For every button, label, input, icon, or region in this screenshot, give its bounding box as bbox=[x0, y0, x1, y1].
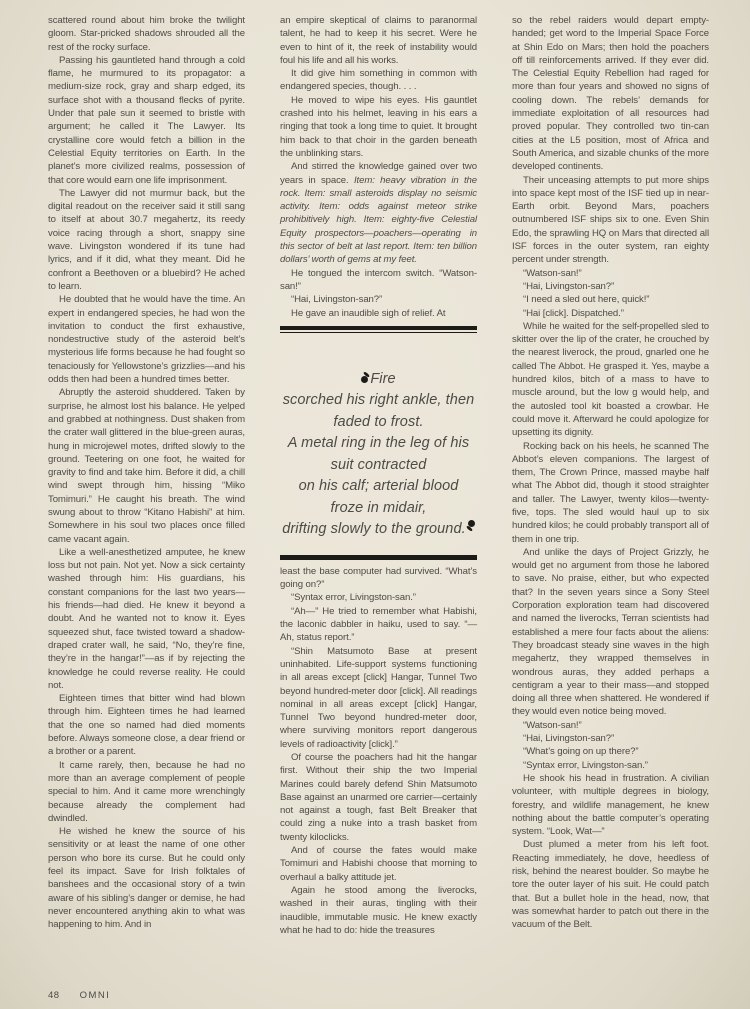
column-2-text-above bbox=[280, 14, 477, 320]
paragraph bbox=[48, 759, 245, 825]
paragraph bbox=[512, 320, 709, 440]
text-run: And of course the fates would make Tomimuri and Habishi choose that morning to overhaul a balky attitude jet. bbox=[280, 845, 477, 883]
pull-quote-line: froze in midair, bbox=[330, 499, 427, 516]
paragraph bbox=[512, 719, 709, 732]
paragraph bbox=[280, 884, 477, 937]
paragraph bbox=[48, 14, 245, 54]
paragraph bbox=[512, 14, 709, 174]
thick-rule bbox=[280, 555, 477, 560]
column-3 bbox=[512, 14, 709, 937]
text-run: “Hai, Livingston-san?” bbox=[291, 294, 383, 306]
thick-rule bbox=[280, 326, 477, 330]
paragraph bbox=[512, 838, 709, 931]
close-quote-icon bbox=[468, 520, 475, 527]
text-run: The Lawyer did not murmur back, but the digital readout on the receiver said it still sang to itself at about 30.7 megahertz, its reedy voice racing through a short, snappy sine wave. Livingston wondered if its tune had lyrics, and if it did, what they meant. Did he confront a Beethoven or a bluebird? He ached to learn. bbox=[48, 187, 245, 292]
text-run: “I need a sled out here, quick!” bbox=[523, 294, 650, 306]
open-quote-icon bbox=[361, 376, 368, 383]
text-run: “Hai, Livingston-san?” bbox=[523, 280, 615, 292]
column-3-text bbox=[512, 14, 709, 931]
pull-quote-line bbox=[280, 519, 477, 541]
paragraph bbox=[512, 174, 709, 267]
text-run: “What’s going on up there?” bbox=[523, 746, 639, 758]
text-run: least the base computer had survived. “What’s going on?” bbox=[280, 565, 477, 591]
pull-quote-text: Fire bbox=[370, 370, 396, 387]
paragraph bbox=[280, 591, 477, 604]
text-run: It did give him something in common with endangered species, though. . . . bbox=[280, 68, 477, 93]
text-run: He wished he knew the source of his sensitivity or at least the name of one other person who bore its curse. But he could only feel its impact. Save for Irish folktales of banshees and the occasional story of a twin aware of his sibling’s danger or demise, he had never encountered anything akin to what was happening to him. And in bbox=[48, 826, 245, 931]
text-run: He moved to wipe his eyes. His gauntlet crashed into his helmet, leaving in his ears a ringing that took a long time to quiet. It brought him back to that choir in the garden beneath the unblinking stars. bbox=[280, 94, 477, 159]
text-run: He doubted that he would have the time. An expert in endangered species, he had won the invitation to conduct the first exhaustive, nondestructive study of the asteroid belt’s mysterious life forms because he had fought so tenaciously for Yellowstone’s grizzlies—and his odds then had been a hundred times better. bbox=[48, 294, 245, 386]
text-run: Rocking back on his heels, he scanned The Abbot’s eleven companions. The largest of them, The Crown Prince, massed maybe half what The Abbot did, though it stood straighter and taller. The Lawyer, twenty kilos—twenty-five, tops. The sled would haul up to six hundred kilos; he could probably transport all of them in one trip. bbox=[512, 440, 709, 545]
text-run: It came rarely, then, because he had no more than an average complement of people special to him. And it came more wrenchingly because already the complement had dwindled. bbox=[48, 759, 245, 824]
paragraph bbox=[512, 440, 709, 546]
pull-quote-line: scorched his right ankle, then bbox=[282, 392, 475, 409]
pull-quote bbox=[280, 326, 477, 560]
text-run: “Syntax error, Livingston-san.” bbox=[523, 759, 648, 771]
paragraph bbox=[280, 293, 477, 306]
paragraph bbox=[280, 751, 477, 844]
paragraph bbox=[280, 67, 477, 94]
text-run: “Shin Matsumoto Base at present uninhabited. Life-support systems functioning in all areas except [click] Hangar, Tunnel Two beyond hundred-meter door [click]. All readings nominal in all areas except [click] Hangar, Tunnel Two beyond hundred-meter door, where surviving monitors report dangerous levels of radioactivity [click].” bbox=[280, 645, 477, 750]
paragraph bbox=[512, 745, 709, 758]
text-run: so the rebel raiders would depart empty-handed; get word to the Imperial Space Force at Shin Edo on Mars; then hold the poachers off till reinforcements arrived. If they ever did. The Celestial Equity Rebellion had raged for more than four years and showed no signs of cooling down. The rebels’ demands for immediate exploitation of all resources had proved popular. They controlled two tin-can cities at the L5 position, most of Africa and South America, and sizable chunks of the more developed continents. bbox=[512, 15, 709, 173]
text-run: Their unceasing attempts to put more ships into space kept most of the ISF tied up in near-Earth orbit. Beyond Mars, poachers outnumbered ISF ships six to one. Even Shin Edo, the sprawling HQ on Mars that directed all ISF forces in the outer system, ran eighty percent under strength. bbox=[512, 174, 709, 266]
text-run: While he waited for the self-propelled sled to skitter over the lip of the crater, he crouched by the nearest liverock, the proud, gnarled one he called The Abbot. He grasped it. Yes, maybe a hundred kilos, bitch of a mass to have to muscle around, but the low g would help, and the autosled tool kit boasted a crowbar. He could move it. Afterward he could apologize for upsetting its dignity. bbox=[512, 320, 709, 439]
paragraph bbox=[280, 160, 477, 266]
column-2-text-below bbox=[280, 565, 477, 937]
paragraph bbox=[280, 605, 477, 645]
text-run: Again he stood among the liverocks, washed in their auras, tingling with their inaudible, immutable music. He knew exactly what he had to do: hide the treasures bbox=[280, 884, 477, 936]
paragraph bbox=[512, 293, 709, 306]
paragraph bbox=[512, 772, 709, 838]
paragraph bbox=[280, 267, 477, 294]
page-number: 48 bbox=[48, 990, 60, 1001]
column-2 bbox=[280, 14, 477, 937]
paragraph bbox=[280, 565, 477, 592]
pull-quote-line bbox=[280, 369, 477, 391]
text-run: Abruptly the asteroid shuddered. Taken by surprise, he almost lost his balance. He yelped and grabbed at nothingness. Dust shaken from the crater wall glittered in the blue-green auras, hung in microjewel motes, drifted slowly to the ground. Teetering on one foot, he waited for gravity to find and take him. Before it did, a chill wind swept through him, hissing “Miko Tomimuri.” He caught his breath. The wind swung about to throw “Kitano Habishi” at him. Somewhere in his soul two places once filled came vacant again. bbox=[48, 387, 245, 545]
paragraph bbox=[48, 293, 245, 386]
text-run: Of course the poachers had hit the hangar first. Without their ship the two Imperial Marines could barely defend Shin Matsumoto Base against an unarmed ore carrier—certainly not against a tough, fast Belt Breaker that could zing a nuke into a trash basket from twenty kiloclicks. bbox=[280, 751, 477, 843]
paragraph bbox=[48, 546, 245, 692]
paragraph bbox=[48, 692, 245, 758]
paragraph bbox=[280, 645, 477, 751]
paragraph bbox=[48, 825, 245, 931]
text-run: scattered round about him broke the twilight gloom. Star-pricked shadows shrouded all the rest of the rocky surface. bbox=[48, 15, 245, 53]
pull-quote-line: A metal ring in the leg of his bbox=[287, 435, 470, 452]
text-run: He tongued the intercom switch. “Watson-san!” bbox=[280, 267, 477, 292]
paragraph bbox=[512, 732, 709, 745]
pull-quote-top-rule bbox=[280, 326, 477, 333]
magazine-name: OMNI bbox=[79, 990, 111, 1001]
column-1 bbox=[48, 14, 245, 937]
text-run: Dust plumed a meter from his left foot. Reacting immediately, he dove, heedless of risk, behind the nearest boulder. So maybe he tore the outer layer of his suit. He could patch that. But a bullet hole in the head, now, that was somewhat harder to patch out there in the vacuum of the Belt. bbox=[512, 839, 709, 931]
text-run: “Syntax error, Livingston-san.” bbox=[291, 592, 416, 604]
paragraph bbox=[48, 187, 245, 293]
text-columns bbox=[48, 14, 710, 937]
paragraph bbox=[280, 307, 477, 320]
text-run: an empire skeptical of claims to paranormal talent, he had to keep it his secret. Were he even to hint of it, the reek of instability would foul his life and all his works. bbox=[280, 15, 477, 66]
page-footer bbox=[48, 990, 110, 1001]
text-run: Like a well-anesthetized amputee, he knew loss but not pain. Not yet. Now a sick certainty washed through him: His guardians, his constant companions for the last two years—his friends—had died. He knew it beyond a doubt. And he wanted not to know it. Eyes squeezed shut, face twisted toward a shadow-draped crater wall, he said, “No, they’re fine, they’re in the hangar!”—as if by rejecting the knowledge he could reverse reality. He could not. bbox=[48, 546, 245, 691]
pull-quote-text: drifting slowly to the ground. bbox=[282, 521, 466, 538]
paragraph bbox=[280, 844, 477, 884]
paragraph bbox=[512, 267, 709, 280]
text-run: And stirred the knowledge gained over two years in space. bbox=[280, 161, 477, 186]
paragraph bbox=[512, 759, 709, 772]
pull-quote-line: on his calf; arterial blood bbox=[298, 478, 459, 495]
paragraph bbox=[48, 386, 245, 546]
text-run: He shook his head in frustration. A civilian volunteer, with multiple degrees in biology, forestry, and wildlife management, he knew nothing about the battle computer’s operating system. “Look, Wat—” bbox=[512, 772, 709, 838]
paragraph bbox=[512, 546, 709, 719]
text-run: “Hai [click]. Dispatched.” bbox=[523, 307, 624, 319]
text-run: Passing his gauntleted hand through a cold flame, he murmured to its propagator: a medium-size rock, gray and sharp edged, its surface shot with a thousand flecks of pyrite. Under that pale sun it seemed to bristle with argument; he called it The Lawyer. Its crystalline core would fetch a billion in the Celestial Equity territories on Earth. In the planet’s more civilized realms, possession of that core would earn one life imprisonment. bbox=[48, 54, 245, 186]
text-run: “Ah—” He tried to remember what Habishi, the laconic dabbler in haiku, used to say. “—Ah, status report.” bbox=[280, 605, 477, 644]
paragraph bbox=[512, 280, 709, 293]
paragraph bbox=[512, 307, 709, 320]
text-run: Eighteen times that bitter wind had blown through him. Eighteen times he had learned that the one so named had died moments before. Always someone close, a dear friend or a brother or a parent. bbox=[48, 693, 245, 758]
text-run: And unlike the days of Project Grizzly, he would get no argument from those he labored to save. No praise, either, but who expected that? In the seven years since a Sony Steel Corporation exploration team had discovered and named the liverocks, Terran scientists had established a mere four facts about the aliens: They broadcast steady sine waves in the high megahertz, they wrapped themselves in wondrous auras, they added perhaps a centigram a year to their mass—and stopped doing all three when shattered. He wondered if they would even notice being moved. bbox=[512, 546, 709, 718]
pull-quote-bottom-rule bbox=[280, 555, 477, 560]
paragraph bbox=[280, 94, 477, 160]
paragraph bbox=[280, 14, 477, 67]
pull-quote-line: faded to frost. bbox=[333, 413, 424, 430]
text-run: “Watson-san!” bbox=[523, 267, 582, 279]
pull-quote-line: suit contracted bbox=[330, 456, 427, 473]
paragraph bbox=[48, 54, 245, 187]
text-run: “Hai, Livingston-san?” bbox=[523, 733, 615, 745]
text-run: “Watson-san!” bbox=[523, 719, 582, 731]
text-run: He gave an inaudible sigh of relief. At bbox=[291, 307, 446, 319]
italic-run: Item: heavy vibration in the rock. Item: small asteroids display no seismic activity. Item: odds against meteor strike prohibitively high. Item: eighty-five Celestial Equity prospectors—poachers—operating in this sector of belt at last report. Item: ten billion dollars’ worth of gems at my feet. bbox=[280, 174, 477, 266]
column-1-text bbox=[48, 14, 245, 931]
pull-quote-body bbox=[280, 333, 477, 555]
